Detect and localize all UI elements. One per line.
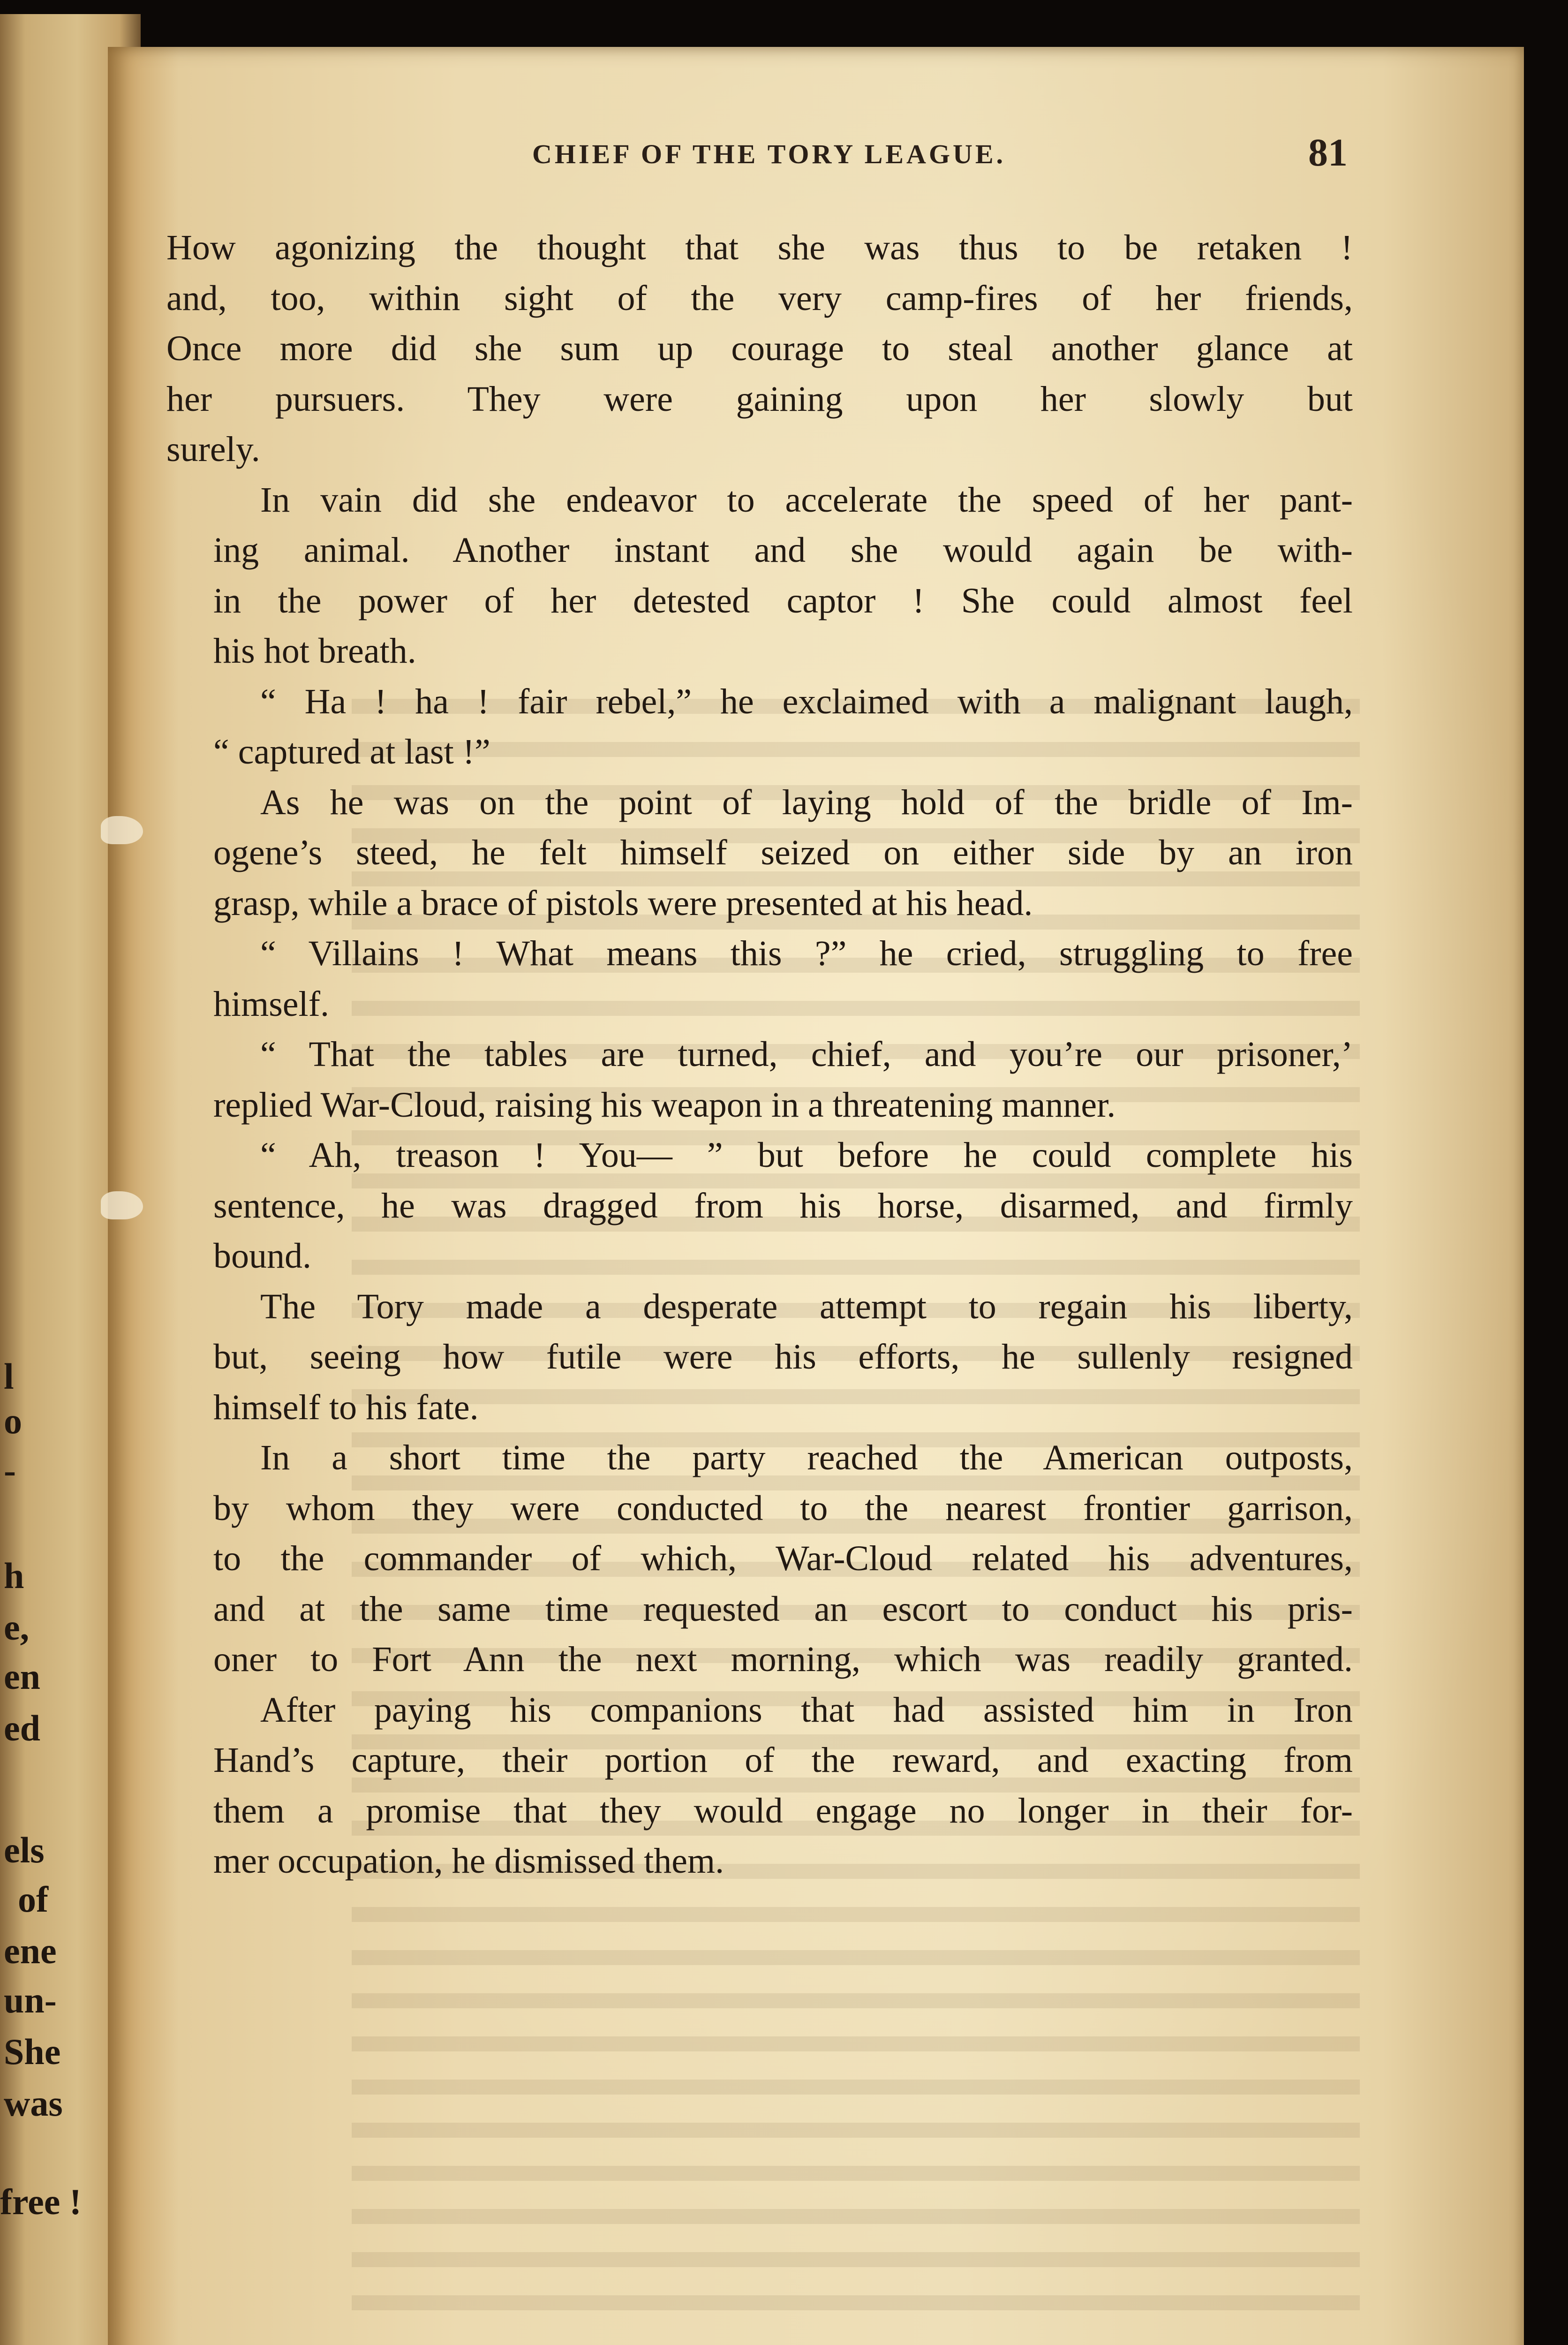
text-line: “ That the tables are turned, chief, and you’re our prisoner,’ <box>260 1035 1353 1074</box>
paragraph <box>166 677 1353 778</box>
running-head-title: CHIEF OF THE TORY LEAGUE. <box>532 139 1006 169</box>
paragraph <box>166 1029 1353 1130</box>
paragraph <box>166 778 1353 929</box>
text-line: Hand’s capture, their portion of the reward, and exacting from <box>213 1740 1353 1780</box>
text-line: After paying his companions that had assisted him in Iron <box>260 1690 1353 1730</box>
facing-page-fragment: - <box>4 1450 16 1490</box>
paragraph <box>166 1130 1353 1282</box>
text-line: them a promise that they would engage no longer in their for- <box>213 1791 1353 1831</box>
page-tear <box>101 1191 143 1219</box>
text-line: himself. <box>213 984 329 1024</box>
paragraph <box>166 929 1353 1029</box>
facing-page-fragment: e, <box>4 1607 30 1648</box>
text-line: by whom they were conducted to the nearest frontier garrison, <box>213 1488 1353 1528</box>
facing-page-fragment: l <box>4 1356 14 1397</box>
facing-page-fragment: h <box>4 1555 24 1596</box>
text-line: Once more did she sum up courage to steal another glance at <box>166 329 1353 368</box>
facing-page-fragment: o <box>4 1400 22 1441</box>
text-line: The Tory made a desperate attempt to regain his liberty, <box>260 1286 1353 1326</box>
text-line: to the commander of which, War-Cloud related his adventures, <box>213 1539 1353 1578</box>
text-line: “ Ha ! ha ! fair rebel,” he exclaimed with a malignant laugh, <box>260 681 1353 721</box>
text-line: “ Villains ! What means this ?” he cried, struggling to free <box>260 934 1353 973</box>
text-line: grasp, while a brace of pistols were presented at his head. <box>213 883 1033 923</box>
paragraph <box>166 475 1353 677</box>
text-line: In vain did she endeavor to accelerate the speed of her pant- <box>260 480 1353 520</box>
text-line: sentence, he was dragged from his horse, disarmed, and firmly <box>213 1186 1353 1225</box>
facing-page-fragment: free ! <box>0 2181 82 2222</box>
body-text <box>166 223 1353 1887</box>
paragraph <box>166 1433 1353 1685</box>
text-line: ogene’s steed, he felt himself seized on either side by an iron <box>213 833 1353 872</box>
text-line: mer occupation, he dismissed them. <box>213 1841 724 1881</box>
text-line: her pursuers. They were gaining upon her slowly but <box>166 379 1353 419</box>
text-line: “ captured at last !” <box>213 732 490 772</box>
text-line: bound. <box>213 1236 311 1276</box>
text-line: replied War-Cloud, raising his weapon in a threatening manner. <box>213 1085 1116 1125</box>
facing-page-fragment: un- <box>4 1980 57 2020</box>
paragraph <box>166 223 1353 475</box>
text-line: but, seeing how futile were his efforts, he sullenly resigned <box>213 1337 1353 1377</box>
paragraph <box>166 1685 1353 1887</box>
paragraph <box>166 1282 1353 1433</box>
facing-page-fragment: of <box>18 1879 48 1920</box>
book-page <box>108 47 1524 2345</box>
text-line: himself to his fate. <box>213 1387 479 1427</box>
text-line: In a short time the party reached the American outposts, <box>260 1438 1353 1477</box>
facing-page-fragment: ene <box>4 1930 57 1971</box>
facing-page-fragment: ed <box>4 1708 40 1748</box>
text-line: his hot breath. <box>213 631 416 671</box>
page-number: 81 <box>1308 131 1348 174</box>
facing-page-fragment: She <box>4 2031 61 2072</box>
facing-page-fragment: was <box>4 2083 63 2124</box>
text-line: How agonizing the thought that she was thus to be retaken ! <box>166 228 1353 267</box>
text-line: and at the same time requested an escort to conduct his pris- <box>213 1589 1353 1629</box>
text-line: in the power of her detested captor ! She could almost feel <box>213 581 1353 620</box>
text-line: As he was on the point of laying hold of the bridle of Im- <box>260 782 1353 822</box>
text-line: ing animal. Another instant and she would again be with- <box>213 530 1353 570</box>
text-line: oner to Fort Ann the next morning, which was readily granted. <box>213 1640 1353 1679</box>
text-line: surely. <box>166 430 260 469</box>
facing-page-fragment: en <box>4 1656 40 1697</box>
text-line: “ Ah, treason ! You— ” but before he could complete his <box>260 1135 1353 1175</box>
page-tear <box>101 816 143 844</box>
text-line: and, too, within sight of the very camp-fires of her friends, <box>166 278 1353 318</box>
facing-page-fragment: els <box>4 1830 45 1870</box>
